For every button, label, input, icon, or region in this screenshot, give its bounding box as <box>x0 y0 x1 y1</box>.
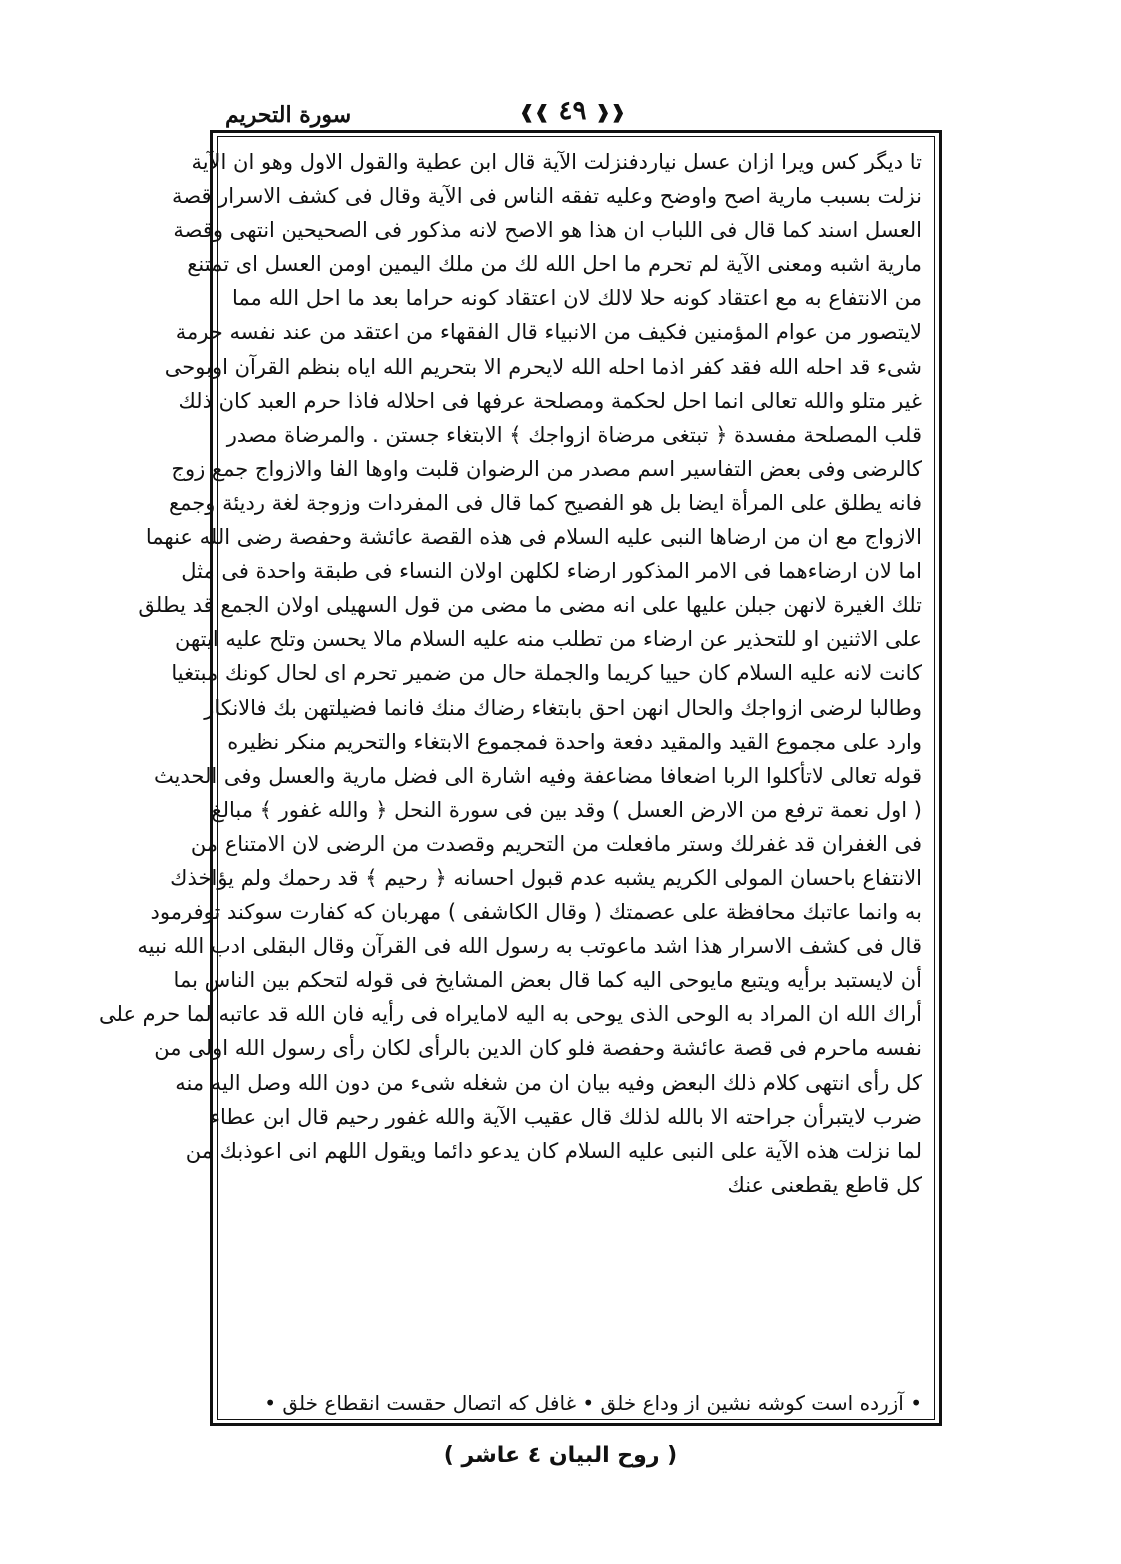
text-line: العسل اسند کما قال فی اللباب ان هذا هو الاصح لانه مذکور فی الصحیحین انتهى وقصة <box>173 218 922 243</box>
text-line: ضرب لایتبرأن جراحته الا بالله لذلك قال عقیب الآیة والله غفور رحیم قال ابن عطاء <box>210 1104 922 1129</box>
text-line: على الاثنین او للتحذیر عن ارضاء من تطلب منه علیه السلام مالا یحسن وتلح علیه ایتهن <box>175 627 922 652</box>
text-line: لما نزلت هذه الآیة على النبی علیه السلام کان یدعو دائما ویقول اللهم انی اعوذبك من <box>185 1138 922 1163</box>
text-line: الازواج مع ان من ارضاها النبی علیه السلام فی هذه القصة عائشة وحفصة رضی الله عنهما <box>145 525 922 550</box>
text-line: قوله تعالى لاتأکلوا الربا اضعافا مضاعفة وفیه اشارة الى فضل ماریة والعسل وفی الحدیث <box>153 763 922 788</box>
text-line: به وانما عاتبك محافظة على عصمتك ( وقال الکاشفی ) مهربان که کفارت سوکند توفرمود <box>150 900 922 925</box>
text-line: الانتفاع باحسان المولى الکریم یشبه عدم قبول احسانه ﴿ رحیم ﴾ قد رحمك ولم یؤاخذك <box>170 865 922 890</box>
ornament-right-icon: ❱❱ <box>519 101 550 123</box>
text-line: وطالبا لرضى ازواجك والحال انهن احق بابتغاء رضاك منك فانما فضیلتهن بك فالانکار <box>204 695 922 720</box>
text-line: تلك الغیرة لانهن جبلن علیها على انه مضى ما مضى من قول السهیلی اولان الجمع قد یطلق <box>138 593 922 618</box>
text-line: ماریة اشبه ومعنى الآیة لم تحرم ما احل الله لك من ملك الیمین اومن العسل ای تمتنع <box>187 252 922 277</box>
ornament-left-icon: ❰❰ <box>595 101 626 123</box>
footer-signature: ( روح البیان ٤ عاشر ) <box>443 1443 678 1468</box>
poem-line: • آزرده است کوشه نشین از وداع خلق • غافل که اتصال حقست انقطاع خلق • <box>264 1391 922 1415</box>
text-line: قلب المصلحة مفسدة ﴿ تبتغی مرضاة ازواجك ﴾ الابتغاء جستن . والمرضاة مصدر <box>226 422 922 447</box>
body-text <box>98 145 922 1202</box>
surah-title: سورة التحريم <box>225 102 352 128</box>
text-line: اما لان ارضاءهما فی الامر المذکور ارضاء لکلهن اولان النساء فی طبقة واحدة فی مثل <box>181 559 922 584</box>
page-number-text: ٤٩ <box>558 96 587 126</box>
text-line: شیء قد احله الله فقد کفر اذما احله الله لایحرم الا بتحریم الله ایاه بنظم القرآن اوبوحی <box>164 354 922 379</box>
text-line: وارد على مجموع القید والمقید دفعة واحدة فمجموع الابتغاء والتحریم منکر نظیره <box>227 729 922 754</box>
text-line: غیر متلو والله تعالى انما احل لحکمة ومصلحة عرفها فی احلاله فاذا حرم العبد کان ذلك <box>178 388 922 413</box>
text-line: من الانتفاع به مع اعتقاد کونه حلا لالك لان اعتقاد کونه حراما بعد ما احل الله مما <box>232 286 922 311</box>
text-line: کانت لانه علیه السلام کان حییا کریما والجملة حال من ضمیر تحرم ای لحال کونك مبتغیا <box>171 661 922 686</box>
text-line: قال فی کشف الاسرار هذا اشد ماعوتب به رسول الله فی القرآن وقال البقلی ادب الله نبیه <box>137 934 922 959</box>
text-line: فانه یطلق على المرأة ایضا بل هو الفصیح کما قال فی المفردات وزوجة لغة ردیئة وجمع <box>168 490 922 515</box>
page-number <box>519 96 625 126</box>
page-header <box>215 96 930 132</box>
text-line: فی الغفران قد غفرلك وستر مافعلت من التحریم وقصدت من الرضى لان الامتناع من <box>190 831 922 856</box>
text-line: لایتصور من عوام المؤمنین فکیف من الانبیاء قال الفقهاء من اعتقد من عند نفسه حرمة <box>175 320 922 345</box>
text-line: نفسه ماحرم فی قصة عائشة وحفصة فلو کان الدین بالرأی لکان رأی رسول الله اولى من <box>154 1036 922 1061</box>
text-line: تا دیگر کس ویرا ازان عسل نیاردفنزلت الآیة قال ابن عطیة والقول الاول وهو ان الآیة <box>191 150 922 174</box>
text-line: أراك الله ان المراد به الوحی الذی یوحى به الیه لامایراه فی رأیه فان الله قد عاتبه لما حرم على <box>98 1002 922 1027</box>
text-line: کل قاطع یقطعنی عنك <box>727 1172 922 1197</box>
text-line: کالرضى وفی بعض التفاسیر اسم مصدر من الرضوان قلبت واوها الفا والازواج جمع زوج <box>171 456 922 481</box>
text-line: أن لایستبد برأیه ویتبع مایوحى الیه کما قال بعض المشایخ فی قوله لتحکم بین الناس بما <box>173 968 922 993</box>
text-line: ( اول نعمة ترفع من الارض العسل ) وقد بین فی سورة النحل ﴿ والله غفور ﴾ مبالغ <box>211 797 922 822</box>
text-line: کل رأی انتهى کلام ذلك البعض وفیه بیان ان من شغله شیء من دون الله وصل الیه منه <box>175 1070 922 1095</box>
text-line: نزلت بسبب ماریة اصح واوضح وعلیه تفقه الناس فی الآیة وقال فی کشف الاسرار قصة <box>171 184 922 209</box>
